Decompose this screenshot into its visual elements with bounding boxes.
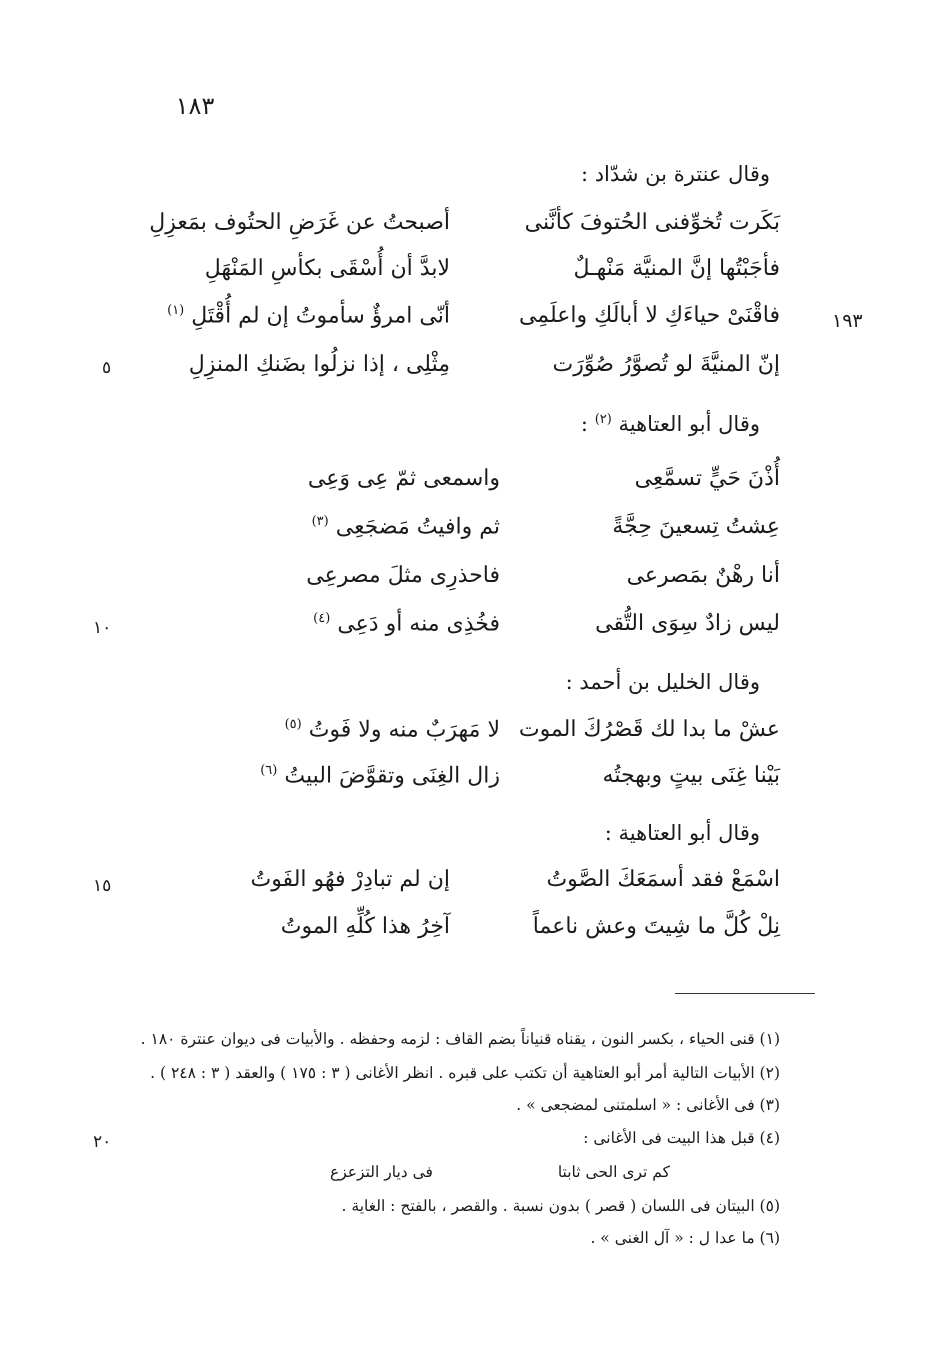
verse-first-hemistich: إنّ المنيَّةَ لو تُصوَّرُ صُوِّرَت: [552, 352, 780, 377]
footnote-marker: (٢): [594, 412, 612, 427]
footnote-marker: (٦): [260, 763, 278, 778]
margin-number-right: ١٩٣: [832, 310, 863, 332]
verse-first-hemistich: ليس زادٌ سِوَى التُّقى: [595, 611, 780, 636]
verse-second-hemistich: [265, 514, 500, 539]
footnote-marker: (٥): [284, 717, 302, 732]
verse-second-hemistich: [265, 611, 500, 636]
verse-second-hemistich: مِثْلِى ، إذا نزلُوا بضَنكِ المنزِلِ: [188, 352, 450, 377]
verse-line: [150, 352, 780, 394]
section-heading-abu-atahiya-2: وقال أبو العتاهية :: [604, 821, 760, 845]
footnote-separator: [675, 993, 815, 994]
verse-line: [150, 514, 780, 556]
verse-first-hemistich: عِشتُ تِسعينَ حِجَّةً: [612, 514, 780, 539]
verse-line: [150, 867, 780, 909]
footnote-marker: (٤): [313, 611, 331, 626]
verse-line: [150, 611, 780, 653]
heading-text: وقال أبو العتاهية: [618, 412, 760, 436]
footnote: (٢) الأبيات التالية أمر أبو العتاهية أن تكتب على قبره . انظر الأغانى ( ٣ : ١٧٥ ) والعقد ( ٣ : ٢٤٨ ) .: [150, 1064, 780, 1082]
footnote-verse-first: كم ترى الحى ثابتا: [557, 1163, 670, 1181]
verse-second-hemistich: لابدَّ أن أُسْقَى بكأسِ المَنْهَلِ: [204, 256, 450, 281]
verse-first-hemistich: بَيْنا غِنَى بيتٍ وبهجتُه: [602, 763, 780, 788]
verse-second-hemistich: [265, 717, 500, 742]
page-number: ١٨٣: [175, 92, 215, 120]
footnote: (٤) قبل هذا البيت فى الأغانى :: [583, 1129, 780, 1147]
verse-text: زال الغِنَى وتقوَّضَ البيتُ: [284, 763, 500, 789]
verse-line: [150, 210, 780, 252]
verse-text: لا مَهرَبٌ منه ولا فَوتُ: [308, 717, 500, 743]
footnote-verse-second: فى ديار التزعزع: [330, 1163, 433, 1181]
section-heading-khalil: وقال الخليل بن أحمد :: [565, 670, 760, 694]
verse-second-hemistich: [260, 763, 500, 789]
margin-line-number: ٥: [102, 358, 112, 378]
verse-line: [150, 914, 780, 956]
verse-line: [150, 717, 780, 759]
footnote-marker: (٣): [311, 514, 329, 529]
verse-first-hemistich: فاقْنَىْ حياءَكِ لا أبالَكِ واعلَمِى: [518, 303, 780, 328]
verse-text: ثم وافيتُ مَضجَعِى: [335, 514, 500, 540]
verse-first-hemistich: أنا رهْنٌ بمَصرعى: [626, 563, 780, 588]
footnote: (٣) فى الأغانى : « اسلمتنى لمضجعى » .: [516, 1096, 780, 1114]
verse-first-hemistich: بَكَرت تُخوِّفنى الحُتوفَ كأنَّنى: [524, 210, 780, 235]
section-heading-abu-atahiya: [581, 412, 760, 436]
verse-second-hemistich: [150, 303, 450, 328]
margin-line-number: ١٠: [93, 618, 112, 638]
verse-first-hemistich: نِلْ كُلَّ ما شِيتَ وعش ناعماً: [532, 914, 780, 939]
margin-line-number: ١٥: [93, 876, 112, 896]
verse-first-hemistich: اسْمَعْ فقد أسمَعَكَ الصَّوتُ: [546, 867, 780, 892]
footnote: (٦) ما عدا ل : « آل الغنى » .: [590, 1229, 780, 1247]
verse-first-hemistich: أُذْنَ حَيٍّ تسمَّعِى: [634, 466, 780, 491]
verse-line: [150, 256, 780, 298]
footnote-marker: (١): [167, 303, 185, 318]
verse-line: [150, 303, 780, 345]
verse-text: فخُذِى منه أو دَعِى: [337, 611, 500, 637]
verse-second-hemistich: واسمعى ثمّ عِى وَعِى: [307, 466, 500, 491]
footnote-verse: [330, 1163, 670, 1185]
footnote: (١) قنى الحياء ، بكسر النون ، يقناه قنياناً بضم القاف : لزمه وحفظه . والأبيات فى ديوان عنترة ١٨٠ .: [140, 1030, 780, 1048]
heading-colon: :: [580, 412, 588, 436]
verse-second-hemistich: أصبحتُ عن غَرَضِ الحتُوف بمَعزِلِ: [149, 210, 450, 235]
verse-second-hemistich: آخِرُ هذا كُلِّهِ الموتُ: [280, 914, 450, 939]
section-heading-antara: وقال عنترة بن شدّاد :: [580, 162, 770, 186]
verse-line: [150, 763, 780, 805]
verse-line: [150, 563, 780, 605]
footnote: (٥) البيتان فى اللسان ( قصر ) بدون نسبة . والقصر ، بالفتح : الغاية .: [341, 1197, 780, 1215]
verse-second-hemistich: إن لم تبادِرْ فهُو الفَوتُ: [250, 867, 450, 892]
verse-line: [150, 466, 780, 508]
margin-line-number: ٢٠: [93, 1132, 112, 1152]
verse-text: أنّى امرؤٌ سأموتُ إن لم أُقْتَلِ: [191, 303, 450, 329]
verse-first-hemistich: فأجَبْتُها إنَّ المنيَّة مَنْهـلٌ: [573, 256, 780, 281]
verse-first-hemistich: عشْ ما بدا لك قَصْرُكَ الموت: [518, 717, 780, 742]
verse-second-hemistich: فاحذرِى مثلَ مصرعِى: [306, 563, 500, 588]
